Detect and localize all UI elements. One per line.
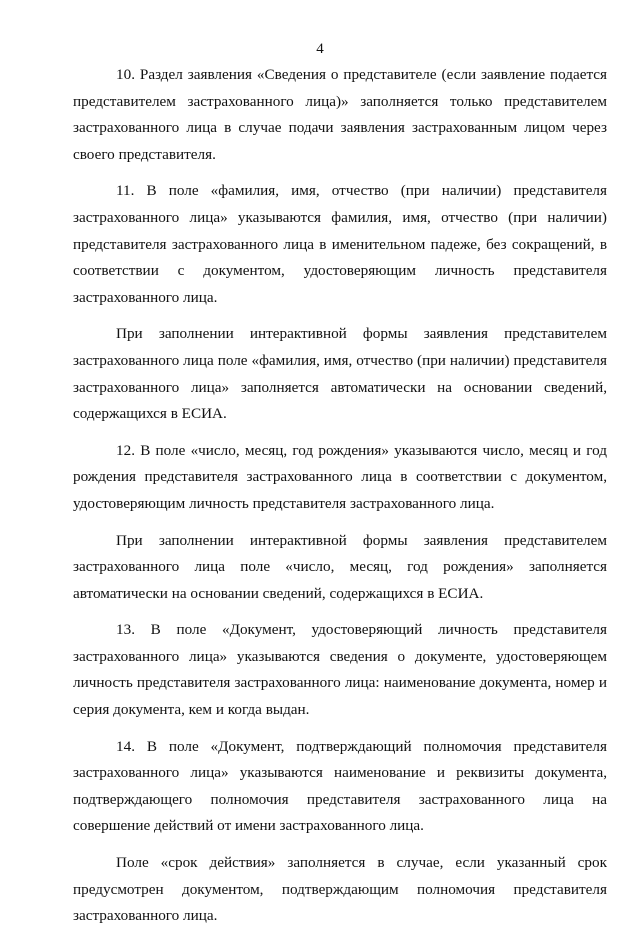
paragraph-section-10: 10. Раздел заявления «Сведения о представителе (если заявление подается представителем застрахованного лица)» заполняется только представителем застрахованного лица в случае подачи заявления застрахованным лицом через своего представителя. <box>73 66 607 163</box>
paragraph-section-13: 13. В поле «Документ, удостоверяющий личность представителя застрахованного лица» указываются сведения о документе, удостоверяющем личность представителя застрахованного лица: наименование документа, номер и серия документа, кем и когда выдан. <box>73 621 607 719</box>
paragraph-section-14-validity-period: Поле «срок действия» заполняется в случае, если указанный срок предусмотрен документом, подтверждающим полномочия представителя застрахованного лица. <box>73 854 607 925</box>
paragraph-section-14: 14. В поле «Документ, подтверждающий полномочия представителя застрахованного лица» указываются наименование и реквизиты документа, подтверждающего полномочия представителя застрахованного лица на совершение действий от имени застрахованного лица. <box>73 737 607 835</box>
paragraph-section-12-interactive-form: При заполнении интерактивной формы заявления представителем застрахованного лица поле «число, месяц, год рождения» заполняется автоматически на основании сведений, содержащихся в ЕСИА. <box>73 531 607 602</box>
page-number: 4 <box>316 41 324 57</box>
document-body <box>73 62 607 940</box>
paragraph-section-12: 12. В поле «число, месяц, год рождения» указываются число, месяц и год рождения представителя застрахованного лица в соответствии с документом, удостоверяющим личность представителя застрахованного лица. <box>73 441 607 512</box>
paragraph-section-11-interactive-form: При заполнении интерактивной формы заявления представителем застрахованного лица поле «фамилия, имя, отчество (при наличии) представителя застрахованного лица» заполняется автоматически на основании сведений, содержащихся в ЕСИА. <box>73 325 607 423</box>
paragraph-section-11: 11. В поле «фамилия, имя, отчество (при наличии) представителя застрахованного лица» указываются фамилия, имя, отчество (при наличии) представителя застрахованного лица в именительном падеже, без сокращений, в соответствии с документом, удостоверяющим личность представителя застрахованного лица. <box>73 182 607 306</box>
